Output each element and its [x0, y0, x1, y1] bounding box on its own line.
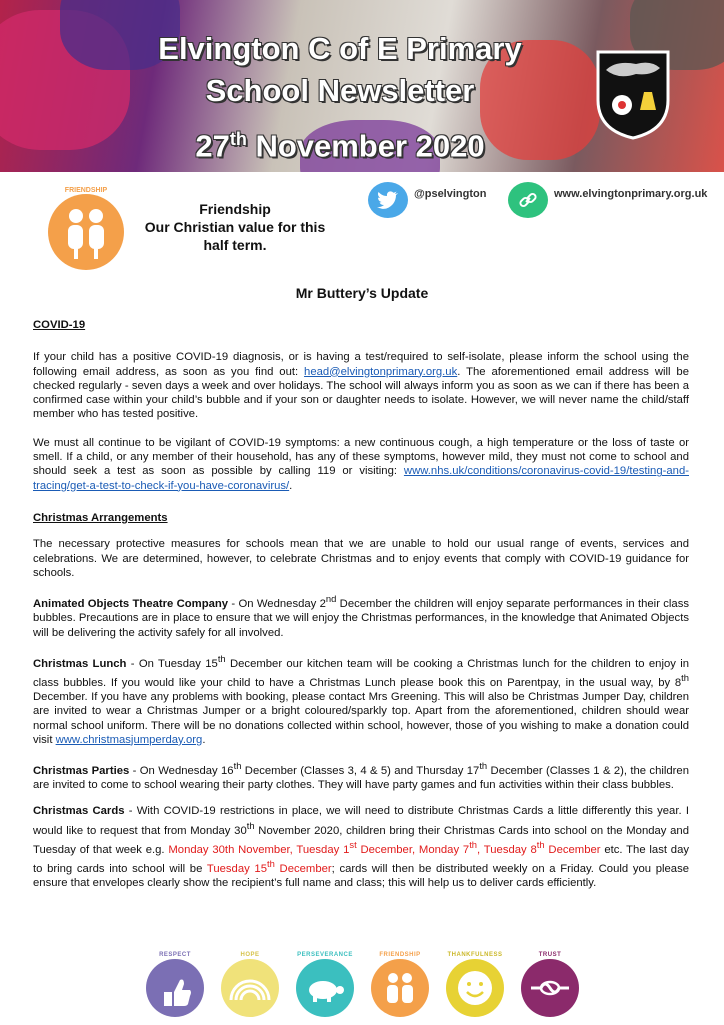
website-url: www.elvingtonprimary.org.uk [554, 188, 708, 200]
friends-icon [369, 950, 431, 1020]
cards-red-a: Monday 30th November, Tuesday 1 [168, 843, 350, 856]
value-label: THANKFULNESS [447, 952, 503, 958]
update-title: Mr Buttery’s Update [295, 285, 429, 301]
banner-date [110, 120, 570, 165]
cards-red-d: December [544, 843, 601, 856]
theatre-sup: nd [325, 593, 337, 605]
header-banner [0, 0, 724, 172]
banner-title-line1: Elvington C of E Primary [158, 31, 522, 66]
cards-text-a: - With COVID-19 restrictions in place, we will need to distribute Christmas Cards a little differently this year. I would like to request that from Monday 30 [33, 805, 689, 837]
value-respect [144, 950, 206, 1020]
theatre-text-a: - On Wednesday 2 [228, 597, 326, 610]
cards-title: Christmas Cards [33, 805, 125, 818]
value-friendship [369, 950, 431, 1020]
rainbow-icon [219, 950, 281, 1020]
date-day: 27 [195, 128, 230, 164]
covid-title: COVID-19 [33, 319, 86, 331]
lunch-text-b: December our kitchen team will be cooking a Christmas lunch for the children to enjoy in class bubbles. If you would like your child to have a Christmas Lunch please book this on Parentpay, in the usual way, by 8 [33, 657, 689, 689]
cards-red-sup3: th [536, 838, 545, 850]
lunch-sup2: th [681, 671, 689, 683]
cards-last-day-red [206, 857, 332, 875]
lunch-sup1: th [217, 652, 226, 664]
christmas-title: Christmas Arrangements [33, 511, 168, 524]
value-label: FRIENDSHIP [379, 952, 421, 958]
theatre-text-b: December the children will enjoy separate performances in their class bubbles. Precautions are in place to ensure that we will enjoy the Christmas performances, in the knowledge that Animated Objects will be delivering the activity safely for all involved. [33, 597, 689, 639]
head-email-link[interactable]: head@elvingtonprimary.org.uk [304, 365, 458, 378]
parties-sup2: th [479, 760, 488, 772]
lunch-paragraph [33, 652, 689, 747]
lunch-title: Christmas Lunch [33, 657, 127, 670]
christian-value-text [130, 200, 340, 254]
christmas-intro: The necessary protective measures for schools mean that we are unable to hold our usual range of events, services and celebrations. We are determined, however, to celebrate Christmas and to enjoy events that comply with COVID-19 guidance for schools. [33, 538, 689, 579]
value-thankfulness [444, 950, 506, 1020]
theatre-paragraph [33, 592, 689, 640]
cards-red-sup1: st [349, 838, 357, 850]
badge-label: FRIENDSHIP [64, 187, 108, 194]
lunch-text-a: - On Tuesday 15 [126, 657, 218, 670]
cards-text-c: etc. The last day to bring cards into school will be [33, 843, 690, 875]
covid-p2-text: We must all continue to be vigilant of COVID-19 symptoms: a new continuous cough, a high temperature or the loss of taste or smell. If a child, or any member of their household, has any of these symptoms, however mild, they must not come to school and should seek a test as soon as possible by calling 119 or visiting: [33, 436, 689, 478]
cards-paragraph [33, 804, 689, 890]
value-perseverance [294, 950, 356, 1020]
theatre-title: Animated Objects Theatre Company [33, 597, 229, 610]
parties-text-a: - On Wednesday 16 [129, 764, 234, 777]
cards-red2-sup: th [267, 857, 275, 869]
date-rest: November 2020 [246, 128, 485, 164]
friendship-badge-icon [46, 180, 126, 272]
value-trust [519, 950, 581, 1020]
school-crest-icon [596, 50, 670, 140]
covid-p1-text: If your child has a positive COVID-19 diagnosis, or is having a test/required to self-isolate, please inform the school using the following email address, as soon as you find out: [33, 351, 689, 378]
thumbs-up-icon [144, 950, 206, 1020]
date-sup: th [229, 129, 247, 149]
twitter-link[interactable] [368, 182, 486, 218]
value-label: HOPE [240, 952, 260, 958]
nhs-test-link[interactable]: www.nhs.uk/conditions/coronavirus-covid-19/testing-and-tracing/get-a-test-to-check-if-you-have-coronavirus/ [33, 465, 689, 492]
value-hope [219, 950, 281, 1020]
cards-red-sup2: th [469, 838, 478, 850]
cards-red-b: December, Monday 7 [356, 843, 470, 856]
parties-text-b: December (Classes 3, 4 & 5) and Thursday 17 [241, 764, 480, 777]
newsletter-body [33, 318, 689, 900]
value-label: PERSEVERANCE [297, 952, 353, 958]
christmas-jumper-link[interactable]: www.christmasjumperday.org [55, 733, 203, 746]
lunch-text-c: December. If you have any problems with booking, please contact Mrs Greening. This will also be Christmas Jumper Day, children are invited to wear a Christmas Jumper or a bright coloured/sparkly top. Apart from the aforementioned, children should wear normal school uniform. There will be no donations collected within school, however, those of you wishing to make a donation could visit [33, 690, 689, 746]
lunch-text-d: . [202, 733, 206, 746]
website-link[interactable] [508, 182, 707, 218]
covid-paragraph-2 [33, 436, 689, 493]
knot-icon [519, 950, 581, 1020]
tortoise-icon [294, 950, 356, 1020]
school-values-row [144, 950, 584, 1020]
value-label: RESPECT [159, 952, 191, 958]
smiley-icon [444, 950, 506, 1020]
cards-red-c: , Tuesday 8 [477, 843, 537, 856]
value-line2: Our Christian value for this [144, 219, 326, 235]
value-line3: half term. [203, 237, 267, 253]
cards-text-b: November 2020, children bring their Christmas Cards into school on the Monday and Tuesday of that week e.g. [33, 824, 690, 856]
value-line1: Friendship [199, 201, 271, 217]
value-label: TRUST [538, 952, 562, 958]
link-icon [508, 182, 548, 218]
covid-p2-end: . [289, 479, 293, 492]
parties-text-c: December (Classes 1 & 2), the children are invited to come to school wearing their party clothes. They will have party games and fun activities within their class bubbles. [33, 764, 689, 792]
covid-paragraph-1 [33, 350, 689, 421]
parties-sup1: th [233, 760, 242, 772]
twitter-handle: @pselvington [414, 188, 487, 200]
banner-title-line2: School Newsletter [205, 73, 475, 108]
parties-title: Christmas Parties [33, 764, 130, 777]
parties-paragraph [33, 759, 689, 792]
covid-p1-text-b: . The aforementioned email address will be checked regularly - seven days a week and over holidays. The school will always inform you as soon as we can if there has been a confirmed case within your child’s bubble and if your son or daughter needs to isolate. However, we will never name the child/staff member who has tested positive. [33, 365, 689, 421]
twitter-icon [368, 182, 408, 218]
cards-red2-b: December [274, 862, 332, 875]
cards-sup1: th [246, 819, 255, 831]
cards-dates-red [168, 838, 601, 856]
cards-red2-a: Tuesday 15 [206, 862, 267, 875]
cards-text-d: ; cards will then be distributed weekly on a Friday. Could you please ensure that envelopes clearly show the recipient’s full name and class; this will help us to deliver cards efficiently. [33, 862, 690, 889]
